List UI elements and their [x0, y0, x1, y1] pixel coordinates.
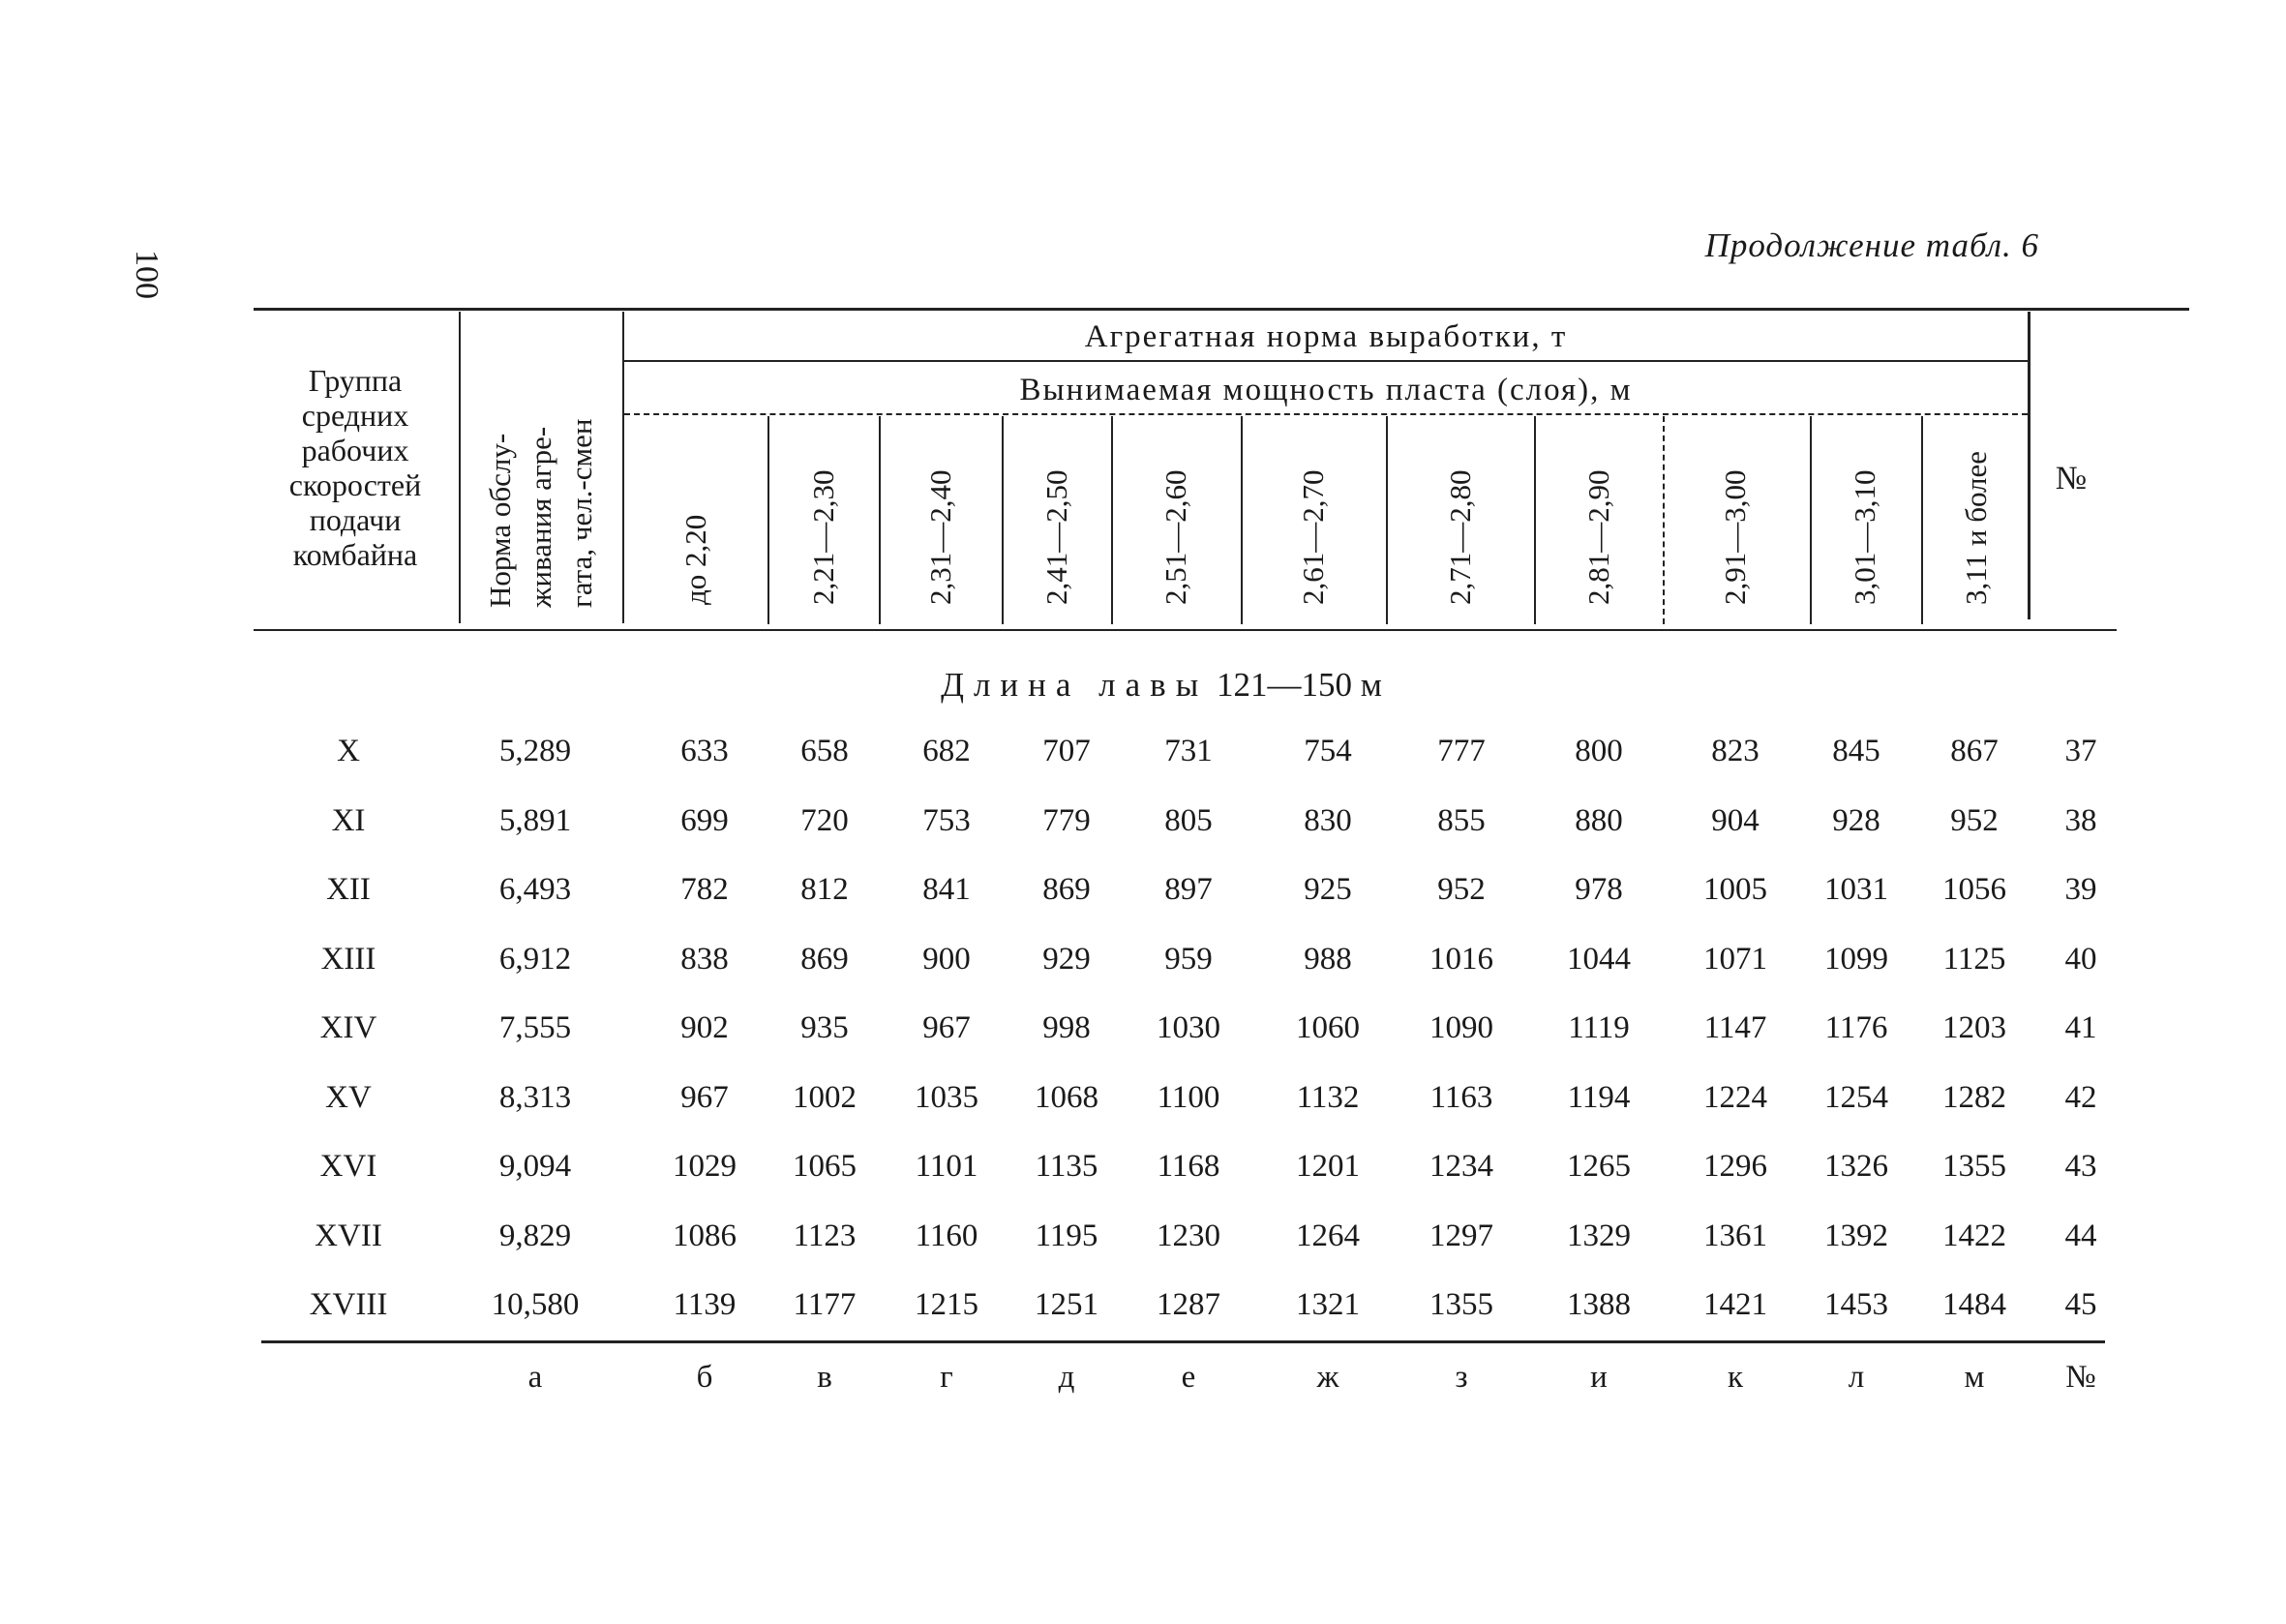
table-bottom-rule — [261, 1340, 2105, 1343]
row-value: 782 — [680, 872, 729, 907]
row-number: 45 — [2064, 1287, 2097, 1322]
range-header: до 2,20 — [678, 514, 712, 605]
column-letter: а — [527, 1360, 543, 1395]
range-rule — [1002, 416, 1004, 624]
row-norm: 6,493 — [498, 872, 572, 907]
row-value: 1215 — [915, 1287, 978, 1322]
column-letter: д — [1058, 1360, 1075, 1395]
row-value: 1163 — [1429, 1079, 1493, 1115]
row-value: 682 — [922, 734, 971, 768]
row-value: 897 — [1164, 872, 1213, 907]
range-header: 3,11 и более — [1959, 450, 1993, 605]
range-header: 2,51—2,60 — [1158, 469, 1192, 605]
row-value: 1230 — [1157, 1218, 1220, 1253]
row-value: 929 — [1042, 941, 1091, 977]
no-header: № — [2055, 461, 2088, 496]
row-value: 869 — [1042, 872, 1091, 907]
row-value: 925 — [1304, 872, 1352, 907]
row-value: 779 — [1042, 802, 1091, 838]
row-number: 42 — [2064, 1079, 2097, 1115]
range-header: 2,31—2,40 — [923, 469, 957, 605]
row-value: 1254 — [1824, 1079, 1888, 1115]
row-number: 44 — [2064, 1218, 2097, 1253]
row-value: 998 — [1042, 1010, 1091, 1045]
row-value: 1065 — [793, 1149, 857, 1184]
row-norm: 5,891 — [498, 802, 572, 838]
range-header: 3,01—3,10 — [1848, 469, 1881, 605]
column-letter: м — [1964, 1360, 1985, 1395]
row-value: 1484 — [1942, 1287, 2006, 1322]
row-value: 1002 — [793, 1079, 857, 1115]
no-col-rule — [2028, 312, 2030, 619]
column-letter: ж — [1316, 1360, 1339, 1395]
row-value: 928 — [1832, 802, 1880, 838]
row-value: 1099 — [1824, 941, 1888, 977]
row-value: 1234 — [1429, 1149, 1493, 1184]
row-norm: 8,313 — [498, 1079, 572, 1115]
range-header: 2,61—2,70 — [1296, 469, 1330, 605]
row-value: 1030 — [1157, 1010, 1220, 1045]
row-value: 1029 — [673, 1149, 737, 1184]
row-value: 1031 — [1824, 872, 1888, 907]
section-title — [629, 666, 1694, 705]
row-value: 1251 — [1035, 1287, 1098, 1322]
row-value: 959 — [1164, 941, 1213, 977]
row-value: 988 — [1304, 941, 1352, 977]
row-value: 1355 — [1429, 1287, 1493, 1322]
row-group: XVI — [319, 1149, 377, 1184]
group-col-rule — [459, 312, 461, 623]
range-rule — [879, 416, 881, 624]
row-value: 1453 — [1824, 1287, 1888, 1322]
row-value: 1139 — [673, 1287, 737, 1322]
section-prefix: Длина лавы — [941, 666, 1209, 704]
row-group: XV — [325, 1079, 372, 1115]
row-value: 952 — [1950, 802, 1999, 838]
row-group: XI — [331, 802, 366, 838]
row-group: XVIII — [309, 1287, 388, 1322]
row-value: 867 — [1950, 734, 1999, 768]
page-number: 100 — [129, 250, 165, 299]
row-group: X — [337, 734, 360, 768]
column-letter: б — [696, 1360, 713, 1395]
row-group: XII — [326, 872, 371, 907]
row-value: 699 — [680, 802, 729, 838]
range-rule — [1921, 416, 1923, 624]
row-value: 1101 — [915, 1149, 978, 1184]
row-value: 812 — [800, 872, 849, 907]
column-letter: № — [2065, 1360, 2096, 1395]
row-value: 633 — [680, 734, 729, 768]
row-value: 952 — [1437, 872, 1486, 907]
row-value: 1132 — [1296, 1079, 1360, 1115]
range-header: 2,81—2,90 — [1581, 469, 1615, 605]
row-number: 41 — [2064, 1010, 2097, 1045]
row-value: 1224 — [1703, 1079, 1767, 1115]
row-value: 1265 — [1567, 1149, 1631, 1184]
row-value: 904 — [1711, 802, 1760, 838]
row-value: 1195 — [1035, 1218, 1098, 1253]
row-value: 967 — [922, 1010, 971, 1045]
row-value: 935 — [800, 1010, 849, 1045]
group-header: Группа средних рабочих скоростей подачи комбайна — [288, 363, 422, 572]
row-value: 1123 — [793, 1218, 857, 1253]
row-value: 838 — [680, 941, 729, 977]
thickness-header: Вынимаемая мощность пласта (слоя), м — [1019, 373, 1633, 407]
range-rule — [1386, 416, 1388, 624]
row-value: 823 — [1711, 734, 1760, 768]
row-value: 1035 — [915, 1079, 978, 1115]
row-norm: 5,289 — [498, 734, 572, 768]
row-value: 1135 — [1035, 1149, 1098, 1184]
row-value: 1090 — [1429, 1010, 1493, 1045]
row-value: 1177 — [793, 1287, 857, 1322]
row-number: 43 — [2064, 1149, 2097, 1184]
row-value: 731 — [1164, 734, 1213, 768]
row-norm: 9,829 — [498, 1218, 572, 1253]
column-letter: к — [1727, 1360, 1744, 1395]
aggregate-rule — [624, 360, 2028, 362]
row-value: 805 — [1164, 802, 1213, 838]
range-header: 2,41—2,50 — [1039, 469, 1073, 605]
row-value: 978 — [1575, 872, 1623, 907]
norm-header-line1: Норма обслу- — [483, 433, 517, 608]
range-header: 2,21—2,30 — [806, 469, 840, 605]
row-value: 1361 — [1703, 1218, 1767, 1253]
row-value: 830 — [1304, 802, 1352, 838]
range-rule — [1663, 416, 1665, 624]
column-letter: в — [817, 1360, 832, 1395]
thickness-rule — [624, 413, 2028, 415]
column-letter: л — [1848, 1360, 1865, 1395]
row-value: 1100 — [1157, 1079, 1220, 1115]
row-value: 800 — [1575, 734, 1623, 768]
row-group: XIV — [319, 1010, 377, 1045]
row-value: 1125 — [1942, 941, 2006, 977]
row-value: 1355 — [1942, 1149, 2006, 1184]
row-value: 1071 — [1703, 941, 1767, 977]
row-value: 1287 — [1157, 1287, 1220, 1322]
row-value: 1422 — [1942, 1218, 2006, 1253]
row-value: 841 — [922, 872, 971, 907]
row-value: 1392 — [1824, 1218, 1888, 1253]
row-norm: 9,094 — [498, 1149, 572, 1184]
range-rule — [767, 416, 769, 624]
row-norm: 6,912 — [498, 941, 572, 977]
row-value: 1160 — [915, 1218, 978, 1253]
column-letter: з — [1455, 1360, 1468, 1395]
row-value: 1176 — [1824, 1010, 1888, 1045]
row-value: 1005 — [1703, 872, 1767, 907]
row-number: 39 — [2064, 872, 2097, 907]
row-value: 753 — [922, 802, 971, 838]
row-value: 855 — [1437, 802, 1486, 838]
row-value: 1194 — [1567, 1079, 1631, 1115]
range-rule — [1241, 416, 1243, 624]
aggregate-header: Агрегатная норма выработки, т — [1084, 319, 1568, 354]
norm-header-line2: живания агре- — [524, 426, 557, 608]
row-value: 1264 — [1296, 1218, 1360, 1253]
column-letter: г — [940, 1360, 953, 1395]
row-value: 1329 — [1567, 1218, 1631, 1253]
row-value: 1056 — [1942, 872, 2006, 907]
norm-col-rule — [622, 312, 624, 623]
header-bottom-rule — [254, 629, 2117, 631]
row-norm: 7,555 — [498, 1010, 572, 1045]
row-value: 707 — [1042, 734, 1091, 768]
header-top-rule — [254, 308, 2189, 311]
range-header: 2,71—2,80 — [1443, 469, 1477, 605]
row-value: 1297 — [1429, 1218, 1493, 1253]
row-value: 1068 — [1035, 1079, 1098, 1115]
row-value: 1321 — [1296, 1287, 1360, 1322]
row-norm: 10,580 — [491, 1287, 580, 1322]
row-value: 1119 — [1568, 1010, 1630, 1045]
row-group: XIII — [320, 941, 376, 977]
row-value: 1147 — [1703, 1010, 1767, 1045]
range-rule — [1111, 416, 1113, 624]
row-value: 754 — [1304, 734, 1352, 768]
section-range: 121—150 м — [1216, 666, 1382, 704]
row-group: XVII — [315, 1218, 382, 1253]
row-value: 1296 — [1703, 1149, 1767, 1184]
row-value: 1326 — [1824, 1149, 1888, 1184]
row-value: 1060 — [1296, 1010, 1360, 1045]
row-value: 658 — [800, 734, 849, 768]
row-number: 38 — [2064, 802, 2097, 838]
row-value: 1168 — [1157, 1149, 1220, 1184]
row-value: 869 — [800, 941, 849, 977]
row-value: 720 — [800, 802, 849, 838]
row-value: 1086 — [673, 1218, 737, 1253]
row-value: 1201 — [1296, 1149, 1360, 1184]
row-value: 902 — [680, 1010, 729, 1045]
column-letter: и — [1590, 1360, 1608, 1395]
row-value: 900 — [922, 941, 971, 977]
row-value: 967 — [680, 1079, 729, 1115]
range-header: 2,91—3,00 — [1718, 469, 1752, 605]
row-value: 880 — [1575, 802, 1623, 838]
row-value: 1044 — [1567, 941, 1631, 977]
table-caption: Продолжение табл. 6 — [1704, 226, 2039, 264]
row-value: 1203 — [1942, 1010, 2006, 1045]
norm-header-line3: гата, чел.-смен — [564, 418, 598, 608]
row-value: 1421 — [1703, 1287, 1767, 1322]
row-value: 845 — [1832, 734, 1880, 768]
row-number: 40 — [2064, 941, 2097, 977]
row-value: 1016 — [1429, 941, 1493, 977]
row-value: 1282 — [1942, 1079, 2006, 1115]
range-rule — [1534, 416, 1536, 624]
row-value: 1388 — [1567, 1287, 1631, 1322]
column-letter: е — [1181, 1360, 1196, 1395]
row-number: 37 — [2064, 734, 2097, 768]
row-value: 777 — [1437, 734, 1486, 768]
range-rule — [1810, 416, 1812, 624]
